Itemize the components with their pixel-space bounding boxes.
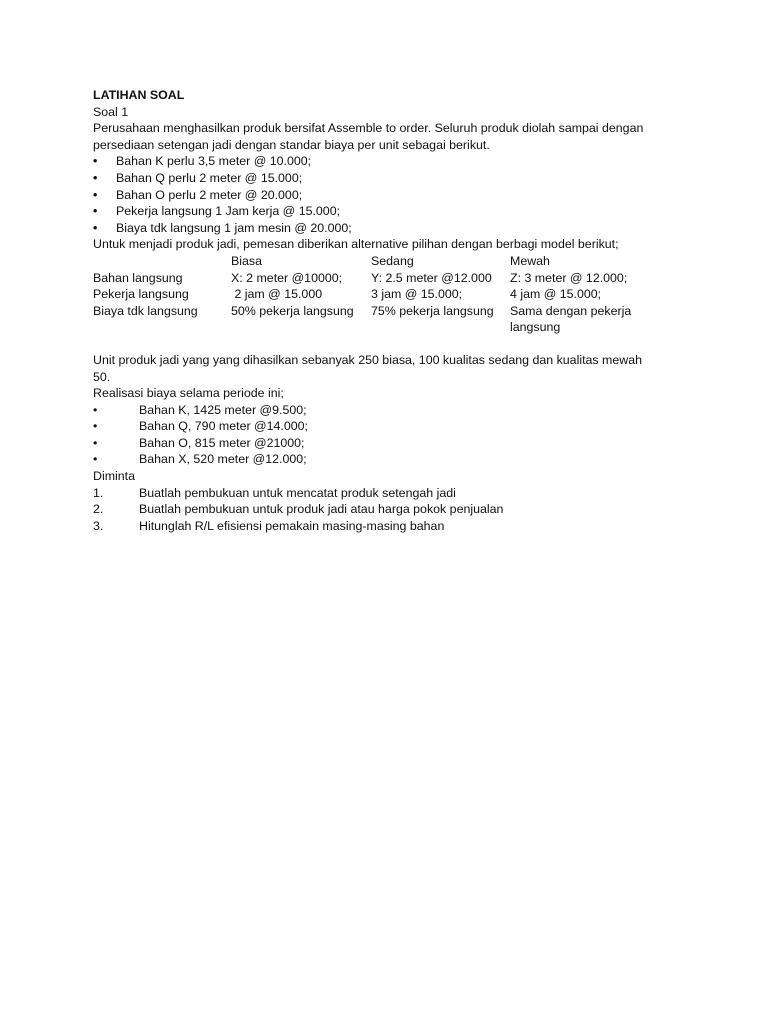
doc-subtitle: Soal 1: [93, 104, 129, 119]
required-heading: Diminta: [93, 469, 135, 484]
list-item: • Bahan O perlu 2 meter @ 20.000;: [93, 187, 693, 204]
options-intro: Untuk menjadi produk jadi, pemesan diberikan alternative pilihan dengan berbagi model berikut;: [93, 237, 619, 252]
units-line-1: Unit produk jadi yang yang dihasilkan sebanyak 250 biasa, 100 kualitas sedang dan kualitas mewah: [93, 352, 642, 367]
task-text: Buatlah pembukuan untuk mencatat produk setengah jadi: [139, 485, 456, 500]
intro-line-2: persediaan setengan jadi dengan standar biaya per unit sebagai berikut.: [93, 137, 490, 152]
list-item: [93, 501, 693, 518]
table-cell: Biaya tdk langsung: [93, 303, 198, 318]
table-row: [93, 270, 680, 287]
realisation-heading: Realisasi biaya selama periode ini;: [93, 386, 284, 401]
table-cell: X: 2 meter @10000;: [231, 270, 343, 285]
table-cell: 50% pekerja langsung: [231, 303, 354, 318]
list-item: [93, 485, 693, 502]
doc-title: LATIHAN SOAL: [93, 88, 185, 102]
task-number: 3.: [93, 518, 104, 533]
list-item: • Bahan Q, 790 meter @14.000;: [93, 418, 693, 435]
realisation-list: [93, 402, 693, 468]
list-item: • Bahan K, 1425 meter @9.500;: [93, 402, 693, 419]
table-cell: 4 jam @ 15.000;: [510, 287, 602, 302]
list-item: • Bahan Q perlu 2 meter @ 15.000;: [93, 170, 693, 187]
table-row: [93, 303, 680, 336]
table-cell: 75% pekerja langsung: [371, 303, 494, 318]
list-item: • Bahan O, 815 meter @21000;: [93, 435, 693, 452]
table-header-cell: Biasa: [231, 253, 262, 268]
product-options-table: [93, 253, 680, 336]
table-header-cell: [93, 253, 231, 270]
blank-line: [93, 336, 693, 352]
table-cell: Z: 3 meter @ 12.000;: [510, 270, 628, 285]
list-item: • Bahan K perlu 3,5 meter @ 10.000;: [93, 153, 693, 170]
task-list: [93, 485, 693, 535]
task-text: Hitunglah R/L efisiensi pemakain masing-masing bahan: [139, 518, 445, 533]
list-item: • Biaya tdk langsung 1 jam mesin @ 20.000;: [93, 220, 693, 237]
table-header-cell: Sedang: [371, 253, 414, 268]
intro-line-1: Perusahaan menghasilkan produk bersifat Assemble to order. Seluruh produk diolah sampai dengan: [93, 121, 644, 136]
table-header-row: [93, 253, 680, 270]
task-text: Buatlah pembukuan untuk produk jadi atau harga pokok penjualan: [139, 502, 504, 517]
list-item: • Bahan X, 520 meter @12.000;: [93, 451, 693, 468]
document-body: [93, 87, 693, 534]
task-number: 2.: [93, 502, 104, 517]
standard-cost-list: [93, 153, 693, 236]
units-line-2: 50.: [93, 369, 111, 384]
table-header-cell: Mewah: [510, 253, 550, 268]
table-row: [93, 286, 680, 303]
table-cell: Pekerja langsung: [93, 287, 189, 302]
task-number: 1.: [93, 485, 104, 500]
table-cell: Bahan langsung: [93, 270, 183, 285]
table-cell: Sama dengan pekerja langsung: [510, 303, 632, 335]
table-cell: 3 jam @ 15.000;: [371, 287, 463, 302]
list-item: • Pekerja langsung 1 Jam kerja @ 15.000;: [93, 203, 693, 220]
table-cell: Y: 2.5 meter @12.000: [371, 270, 492, 285]
list-item: [93, 518, 693, 535]
table-cell: 2 jam @ 15.000: [231, 287, 323, 302]
